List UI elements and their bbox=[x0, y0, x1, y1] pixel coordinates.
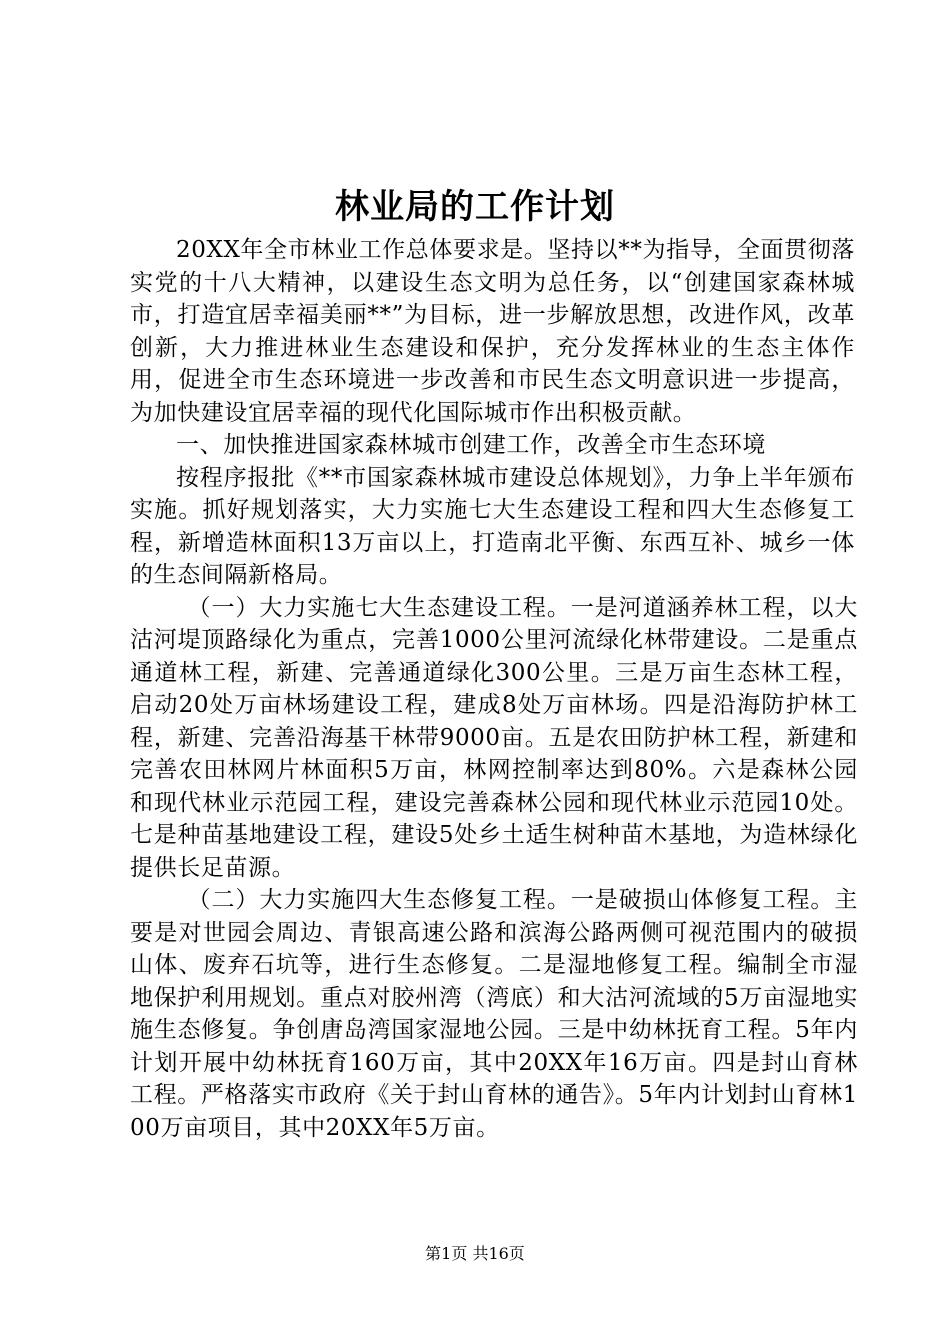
section-heading-1: 一、加快推进国家森林城市创建工作，改善全市生态环境 bbox=[176, 432, 766, 458]
subsection-2-paragraph: （二）大力实施四大生态修复工程。一是破损山体修复工程。主要是对世园会周边、青银高速公路和滨海公路两侧可视范围内的破损山体、废弃石坑等，进行生态修复。二是湿地修复工程。编制全市湿地保护利用规划。重点对胶州湾（湾底）和大沽河流域的5万亩湿地实施生态修复。争创唐岛湾国家湿地公园。三是中幼林抚育工程。5年内计划开展中幼林抚育160万亩，其中20XX年16万亩。四是封山育林工程。严格落实市政府《关于封山育林的通告》。5年内计划封山育林100万亩项目，其中20XX年5万亩。 bbox=[130, 887, 858, 1141]
intro-paragraph: 20XX年全市林业工作总体要求是。坚持以**为指导，全面贯彻落实党的十八大精神，以建设生态文明为总任务，以“创建国家森林城市，打造宜居幸福美丽**”为目标，进一步解放思想，改进作风，改革创新，大力推进林业生态建设和保护，充分发挥林业的生态主体作用，促进全市生态环境进一步改善和市民生态文明意识进一步提高，为加快建设宜居幸福的现代化国际城市作出积极贡献。 bbox=[130, 237, 855, 426]
document-title: 林业局的工作计划 bbox=[335, 187, 615, 227]
section-1-paragraph: 按程序报批《**市国家森林城市建设总体规划》，力争上半年颁布实施。抓好规划落实，大力实施七大生态建设工程和四大生态修复工程，新增造林面积13万亩以上，打造南北平衡、东西互补、城乡一体的生态间隔新格局。 bbox=[130, 464, 855, 588]
subsection-1-paragraph: （一）大力实施七大生态建设工程。一是河道涵养林工程，以大沽河堤顶路绿化为重点，完善1000公里河流绿化林带建设。二是重点通道林工程，新建、完善通道绿化300公里。三是万亩生态林工程，启动20处万亩林场建设工程，建成8处万亩林场。四是沿海防护林工程，新建、完善沿海基干林带9000亩。五是农田防护林工程，新建和完善农田林网片林面积5万亩，林网控制率达到80%。六是森林公园和现代林业示范园工程，建设完善森林公园和现代林业示范园10处。七是种苗基地建设工程，建设5处乡土适生树种苗木基地，为造林绿化提供长足苗源。 bbox=[130, 594, 858, 881]
page-number: 第1页 共16页 bbox=[425, 1244, 525, 1263]
document-body bbox=[130, 234, 858, 1144]
